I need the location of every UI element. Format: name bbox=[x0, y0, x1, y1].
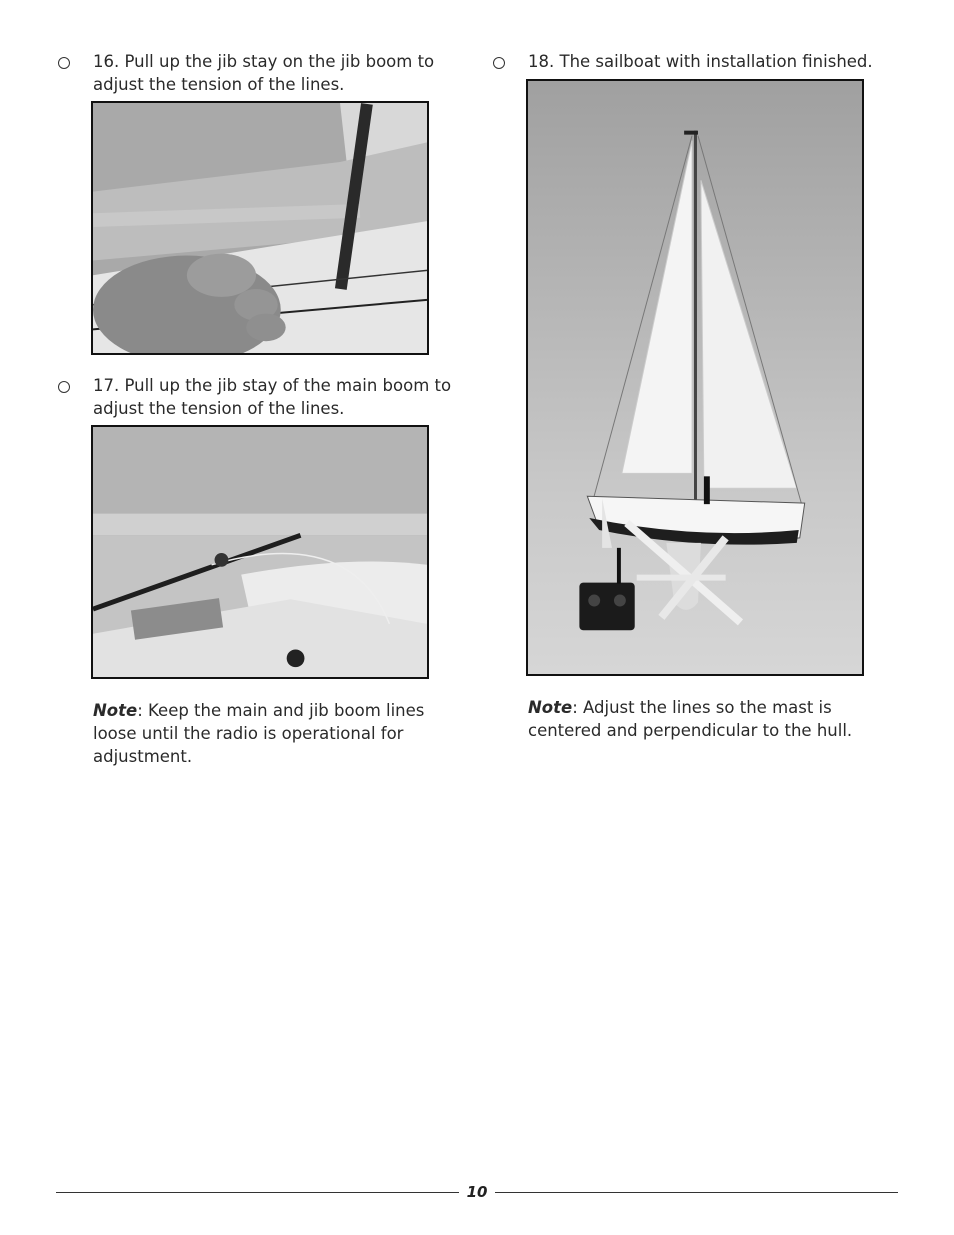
photo-main-boom-stay bbox=[91, 425, 429, 679]
checkbox-bullet-step-17 bbox=[58, 381, 70, 393]
photo-jib-boom-stay bbox=[91, 101, 429, 355]
note-text: : Adjust the lines so the mast is centered and perpendicular to the hull. bbox=[528, 698, 853, 740]
note-mast-alignment bbox=[528, 696, 908, 742]
note-label: Note bbox=[528, 698, 573, 717]
photo-finished-sailboat bbox=[526, 79, 864, 676]
page-number: 10 bbox=[466, 1183, 488, 1201]
checkbox-bullet-step-16 bbox=[58, 57, 70, 69]
note-text: : Keep the main and jib boom lines loose until the radio is operational for adjustment. bbox=[93, 701, 425, 766]
checkbox-bullet-step-18 bbox=[493, 57, 505, 69]
note-boom-lines bbox=[93, 699, 463, 768]
note-label: Note bbox=[93, 701, 138, 720]
footer-rule-right bbox=[495, 1192, 898, 1193]
step-17-text: 17. Pull up the jib stay of the main boom to adjust the tension of the lines. bbox=[93, 376, 452, 418]
step-16-text: 16. Pull up the jib stay on the jib boom to adjust the tension of the lines. bbox=[93, 52, 435, 94]
footer-rule-left bbox=[56, 1192, 459, 1193]
step-18-text: 18. The sailboat with installation finished. bbox=[528, 52, 873, 71]
